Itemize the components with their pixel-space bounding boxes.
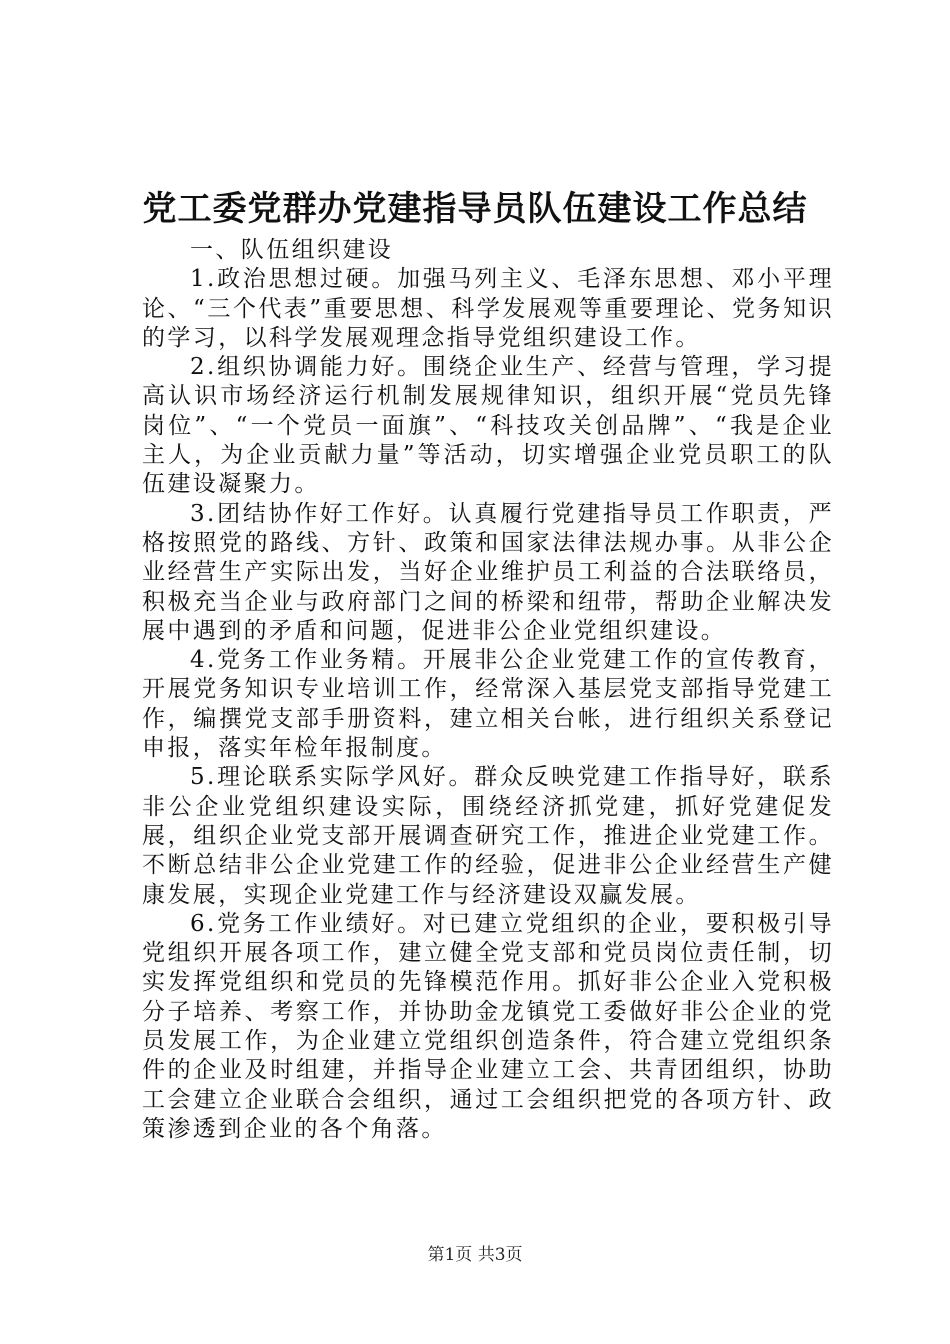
- paragraph-4: 4.党务工作业务精。开展非公企业党建工作的宣传教育，开展党务知识专业培训工作，经常深入基层党支部指导党建工作，编撰党支部手册资料，建立相关台帐，进行组织关系登记申报，落实年检年报制度。: [142, 647, 834, 762]
- paragraph-3: 3.团结协作好工作好。认真履行党建指导员工作职责，严格按照党的路线、方针、政策和国家法律法规办事。从非公企业经营生产实际出发，当好企业维护员工利益的合法联络员，积极充当企业与政府部门之间的桥梁和纽带，帮助企业解决发展中遇到的矛盾和问题，促进非公企业党组织建设。: [142, 500, 834, 644]
- document-body: [142, 236, 834, 1144]
- paragraph-5: 5.理论联系实际学风好。群众反映党建工作指导好，联系非公企业党组织建设实际，围绕经济抓党建，抓好党建促发展，组织企业党支部开展调查研究工作，推进企业党建工作。不断总结非公企业党建工作的经验，促进非公企业经营生产健康发展，实现企业党建工作与经济建设双赢发展。: [142, 764, 834, 908]
- paragraph-6: 6.党务工作业绩好。对已建立党组织的企业，要积极引导党组织开展各项工作，建立健全党支部和党员岗位责任制，切实发挥党组织和党员的先锋模范作用。抓好非公企业入党积极分子培养、考察工作，并协助金龙镇党工委做好非公企业的党员发展工作，为企业建立党组织创造条件，符合建立党组织条件的企业及时组建，并指导企业建立工会、共青团组织，协助工会建立企业联合会组织，通过工会组织把党的各项方针、政策渗透到企业的各个角落。: [142, 910, 834, 1142]
- paragraph-2: 2.组织协调能力好。围绕企业生产、经营与管理，学习提高认识市场经济运行机制发展规律知识，组织开展“党员先锋岗位”、“一个党员一面旗”、“科技攻关创品牌”、“我是企业主人，为企业贡献力量”等活动，切实增强企业党员职工的队伍建设凝聚力。: [142, 354, 834, 498]
- page-number-footer: 第1页 共3页: [427, 1245, 523, 1265]
- document-title: 党工委党群办党建指导员队伍建设工作总结: [142, 189, 808, 229]
- paragraph-1: 1.政治思想过硬。加强马列主义、毛泽东思想、邓小平理论、“三个代表”重要思想、科学发展观等重要理论、党务知识的学习，以科学发展观理念指导党组织建设工作。: [142, 266, 834, 351]
- section-heading: 一、队伍组织建设: [190, 237, 394, 263]
